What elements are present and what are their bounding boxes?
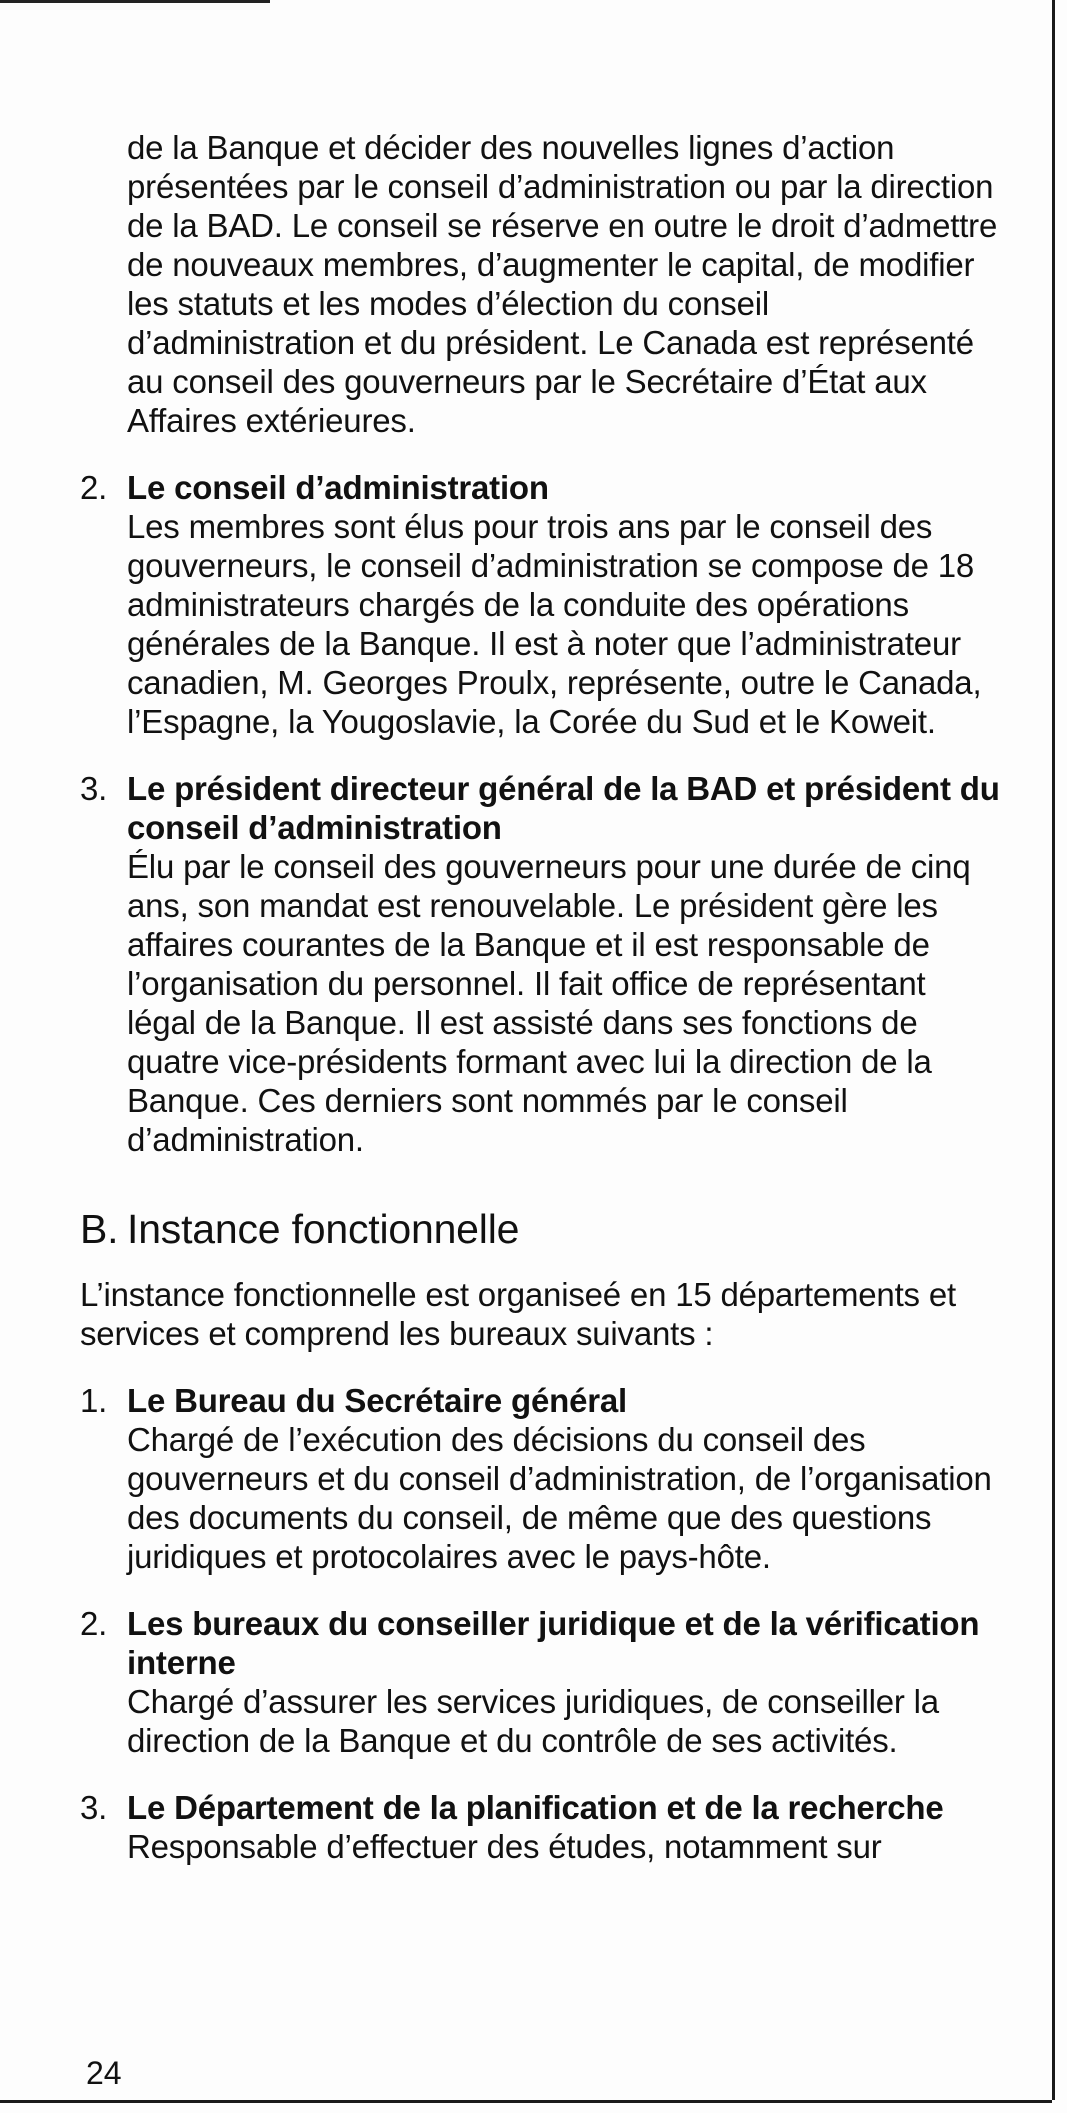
list-item [80, 468, 1000, 741]
item-heading: Le Bureau du Secrétaire général [127, 1382, 627, 1419]
item-number: 3. [80, 770, 108, 807]
page-bottom-border [0, 2100, 1052, 2103]
list-item [80, 1788, 1000, 1866]
section-b-intro: L’instance fonctionnelle est organiseé en 15 départements et services et comprend les bureaux suivants : [80, 1276, 956, 1352]
section-b-title [80, 1205, 1000, 1253]
item-heading: Le conseil d’administration [127, 469, 549, 506]
list-item [80, 769, 1000, 1159]
item-heading: Le président directeur général de la BAD et président du conseil d’administration [127, 770, 1000, 846]
item-body: Les membres sont élus pour trois ans par le conseil des gouverneurs, le conseil d’administration se compose de 18 administrateurs chargés de la conduite des opérations générales de la Banque. Il est à noter que l’administrateur canadien, M. Georges Proulx, représente, outre le Canada, l’Espagne, la Yougoslavie, la Corée du Sud et le Koweit. [127, 508, 982, 740]
item-body: Responsable d’effectuer des études, notamment sur [127, 1828, 882, 1865]
page-right-border [1052, 0, 1055, 2100]
governance-list [80, 468, 1000, 1159]
item-body: Élu par le conseil des gouverneurs pour une durée de cinq ans, son mandat est renouvelable. Le président gère les affaires courantes de la Banque et il est responsable de l’organisation du personnel. Il fait office de représentant légal de la Banque. Il est assisté dans ses fonctions de quatre vice-présidents formant avec lui la direction de la Banque. Ces derniers sont nommés par le conseil d’administration. [127, 848, 971, 1158]
functional-bureaus-list [80, 1381, 1000, 1866]
item-body: Chargé de l’exécution des décisions du conseil des gouverneurs et du conseil d’administration, de l’organisation des documents du conseil, de même que des questions juridiques et protocolaires avec le pays-hôte. [127, 1421, 992, 1575]
list-item [80, 1604, 1000, 1760]
item-number: 3. [80, 1789, 108, 1826]
item-number: 2. [80, 469, 108, 506]
item-number: 2. [80, 1605, 108, 1642]
page-content [80, 128, 1000, 1866]
item-number: 1. [80, 1382, 108, 1419]
item-body: Chargé d’assurer les services juridiques, de conseiller la direction de la Banque et du contrôle de ses activités. [127, 1683, 939, 1759]
scan-edge-mark [0, 0, 270, 3]
item-heading: Les bureaux du conseiller juridique et de la vérification interne [127, 1605, 980, 1681]
intro-continuation: de la Banque et décider des nouvelles lignes d’action présentées par le conseil d’administration ou par la direction de la BAD. Le conseil se réserve en outre le droit d’admettre de nouveaux membres, d’augmenter le capital, de modifier les statuts et les modes d’élection du conseil d’administration et du président. Le Canada est représenté au conseil des gouverneurs par le Secrétaire d’État aux Affaires extérieures. [127, 129, 998, 439]
item-heading: Le Département de la planification et de la recherche [127, 1789, 944, 1826]
section-letter: B. [80, 1206, 119, 1252]
section-title-text: Instance fonctionnelle [127, 1206, 520, 1252]
list-item [80, 1381, 1000, 1576]
page-number: 24 [86, 2055, 122, 2091]
